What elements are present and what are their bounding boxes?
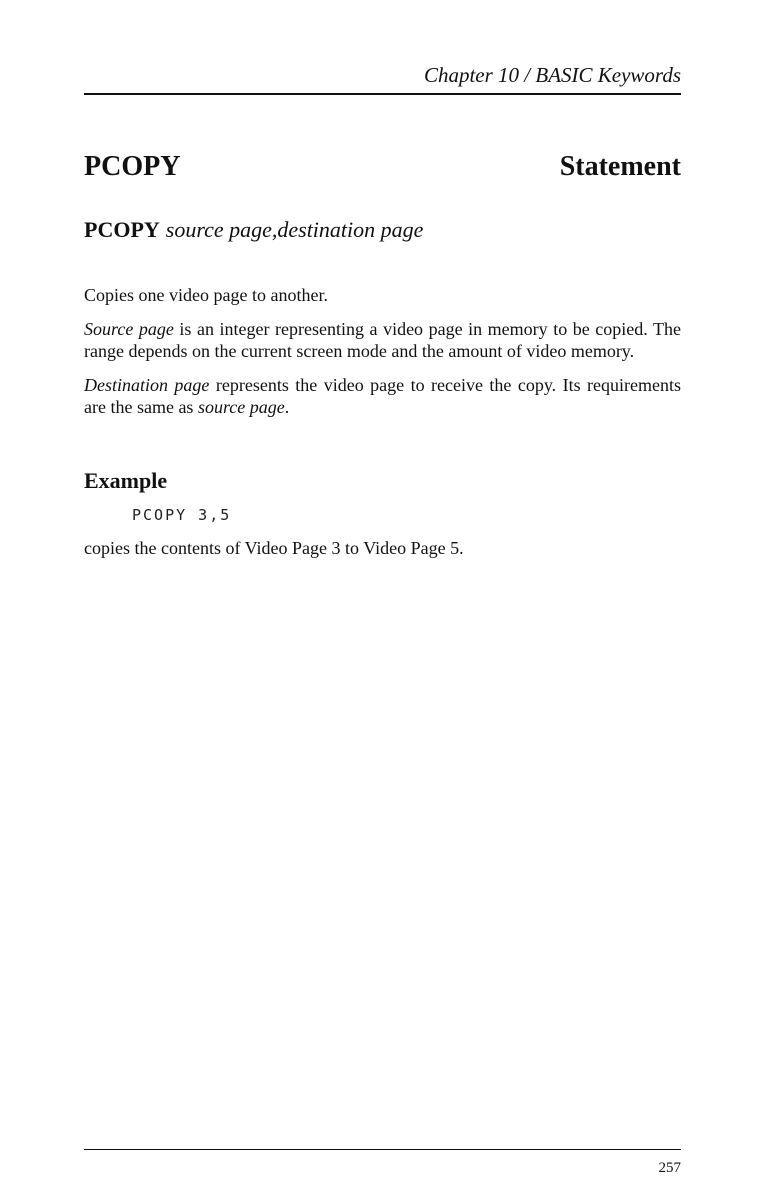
- header-rule: [84, 93, 681, 95]
- example-explanation: copies the contents of Video Page 3 to Video Page 5.: [84, 538, 464, 558]
- footer-rule: [84, 1149, 681, 1150]
- summary-paragraph: Copies one video page to another.: [84, 285, 328, 305]
- destination-page-text: represents the video page to receive the copy. Its requirements are the same as: [84, 375, 681, 417]
- source-page-paragraph: [84, 318, 681, 362]
- source-page-reference: source page: [197, 397, 285, 417]
- entry-title-row: [84, 150, 681, 184]
- source-page-term: Source page: [84, 319, 174, 339]
- running-head: Chapter 10 / BASIC Keywords: [423, 63, 681, 87]
- example-code: PCOPY 3,5: [132, 506, 232, 524]
- destination-page-period: .: [284, 397, 290, 417]
- syntax-arguments: source page,destination page: [165, 217, 424, 242]
- destination-page-paragraph: [84, 374, 681, 418]
- page-number: 257: [658, 1160, 681, 1176]
- example-heading: Example: [84, 468, 168, 493]
- destination-page-term: Destination page: [84, 375, 210, 395]
- entry-keyword: PCOPY: [84, 151, 181, 182]
- syntax-line: [84, 215, 681, 245]
- description: [84, 284, 681, 430]
- syntax-keyword: PCOPY: [84, 217, 160, 242]
- source-page-text: is an integer representing a video page in memory to be copied. The range depends on the current screen mode and the amount of video memory.: [84, 319, 681, 361]
- entry-type: Statement: [559, 151, 681, 182]
